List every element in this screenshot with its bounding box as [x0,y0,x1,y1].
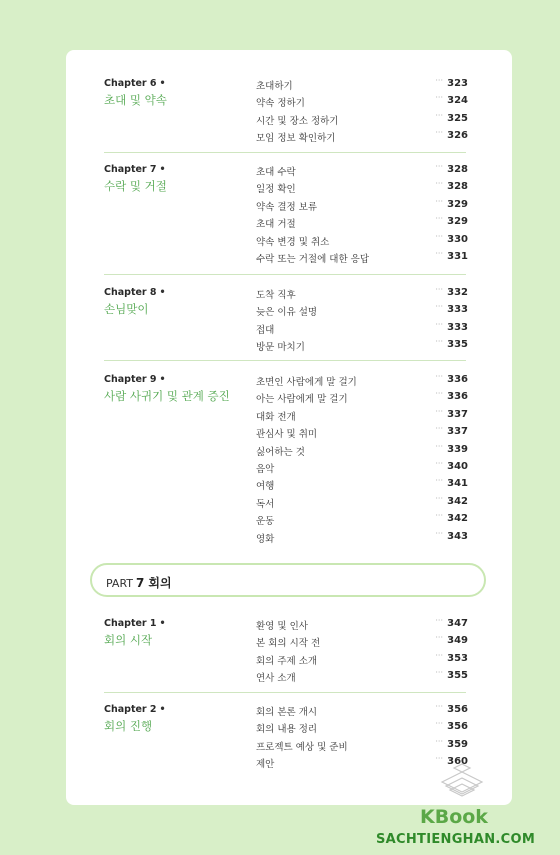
toc-entry[interactable] [256,670,468,687]
entry-title: 환영 및 인사 [256,621,308,632]
dot-leader: ··· [435,616,443,625]
watermark-site: SACHTIENGHAN.COM [376,832,536,847]
dot-leader: ··· [435,736,443,746]
entry-title: 회의 내용 정리 [256,724,318,736]
entry-title: 모임 정보 확인하기 [256,133,336,145]
entry-title: 음악 [256,463,275,475]
entry-title: 대화 전개 [256,411,296,423]
page-number: 326 [447,130,468,142]
entry-list [256,164,468,268]
dot-leader: ··· [435,319,443,329]
page-number: 341 [447,478,468,490]
page-number: 355 [447,670,468,682]
dot-leader: ··· [435,754,443,764]
dot-leader: ··· [435,231,443,241]
bullet-icon: • [159,78,166,89]
dot-leader: ··· [435,372,443,381]
chapter-title: 수락 및 거절 [104,179,167,193]
entry-title: 영화 [256,533,275,545]
entry-title: 일정 확인 [256,184,296,196]
part-number: 7 [136,576,145,590]
dot-leader: ··· [435,248,443,258]
section-divider [104,274,466,275]
page-number: 349 [447,635,468,647]
toc-entry[interactable] [256,339,468,356]
chapter-number: Chapter 9 [104,374,157,385]
dot-leader: ··· [435,633,443,643]
chapter-title: 회의 시작 [104,633,153,647]
page-number: 340 [447,460,468,472]
dot-leader: ··· [435,128,443,138]
section-divider [104,360,466,361]
page-number: 330 [447,233,468,245]
page-number: 333 [447,321,468,333]
entry-list [256,374,468,548]
entry-title: 제안 [256,759,275,771]
part-heading [90,563,486,597]
page-number: 333 [447,304,468,316]
page-number: 347 [447,618,468,629]
entry-title: 관심사 및 취미 [256,429,318,441]
dot-leader: ··· [435,511,443,521]
page-number: 342 [447,495,468,507]
entry-list [256,618,468,688]
chapter-number: Chapter 7 [104,164,157,175]
page-number: 329 [447,216,468,228]
toc-entry[interactable] [256,130,468,147]
entry-title: 초대하기 [256,81,293,92]
bullet-icon: • [159,374,166,385]
dot-leader: ··· [435,76,443,85]
entry-title: 회의 본론 개시 [256,707,318,718]
entry-title: 도착 직후 [256,290,296,301]
chapter-label [104,164,166,175]
page-number: 343 [447,530,468,542]
dot-leader: ··· [435,196,443,206]
page-number: 336 [447,374,468,385]
dot-leader: ··· [435,528,443,538]
dot-leader: ··· [435,441,443,451]
entry-title: 접대 [256,324,275,336]
page-number: 337 [447,408,468,420]
book-stack-icon [432,758,502,808]
entry-title: 아는 사람에게 말 걸기 [256,394,348,406]
entry-title: 시간 및 장소 정하기 [256,115,339,127]
page-number: 356 [447,721,468,733]
entry-title: 초대 거절 [256,219,296,231]
chapter-number: Chapter 2 [104,704,157,715]
chapter-label [104,704,166,715]
dot-leader: ··· [435,650,443,660]
dot-leader: ··· [435,389,443,399]
dot-leader: ··· [435,162,443,171]
entry-title: 늦은 이유 설명 [256,307,318,319]
bullet-icon: • [159,704,166,715]
entry-title: 약속 변경 및 취소 [256,236,330,248]
chapter-title: 초대 및 약속 [104,93,167,107]
dot-leader: ··· [435,719,443,729]
chapter-label [104,618,166,629]
page-number: 329 [447,198,468,210]
page-number: 360 [447,756,468,768]
page-number: 325 [447,112,468,124]
bullet-icon: • [159,618,166,629]
entry-title: 싫어하는 것 [256,446,305,458]
dot-leader: ··· [435,458,443,468]
kbook-logo [376,758,560,850]
page-number: 359 [447,738,468,750]
chapter-number: Chapter 6 [104,78,157,89]
entry-title: 방문 마치기 [256,342,305,354]
entry-title: 약속 정하기 [256,98,305,110]
dot-leader: ··· [435,702,443,711]
entry-title: 본 회의 시작 전 [256,638,321,650]
dot-leader: ··· [435,493,443,503]
dot-leader: ··· [435,337,443,347]
entry-title: 약속 결정 보류 [256,201,318,213]
dot-leader: ··· [435,476,443,486]
page-number: 331 [447,250,468,262]
section-divider [104,692,466,693]
page-number: 324 [447,95,468,107]
toc-entry[interactable] [256,248,468,268]
entry-title: 프로젝트 예상 및 준비 [256,741,348,753]
dot-leader: ··· [435,110,443,120]
chapter-title: 손님맞이 [104,302,149,316]
chapter-label [104,78,166,89]
entry-title: 연사 소개 [256,673,296,685]
page-number: 342 [447,513,468,525]
chapter-title: 사람 사귀기 및 관계 증진 [104,389,230,403]
page-number: 323 [447,78,468,89]
dot-leader: ··· [435,214,443,224]
part-prefix: PART [106,577,134,590]
dot-leader: ··· [435,285,443,294]
bullet-icon: • [159,164,166,175]
page-number: 353 [447,652,468,664]
page-number: 356 [447,704,468,715]
dot-leader: ··· [435,424,443,434]
entry-title: 독서 [256,498,275,510]
chapter-number: Chapter 8 [104,287,157,298]
page-number: 337 [447,426,468,438]
entry-list [256,287,468,357]
chapter-title: 회의 진행 [104,719,153,733]
page-number: 328 [447,181,468,193]
page-number: 335 [447,339,468,351]
page-number: 328 [447,164,468,175]
entry-title: 수락 또는 거절에 대한 응답 [256,253,370,265]
entry-title: 초면인 사람에게 말 걸기 [256,377,357,388]
chapter-label [104,287,166,298]
toc-entry[interactable] [256,528,468,548]
entry-list [256,78,468,148]
dot-leader: ··· [435,179,443,189]
entry-title: 회의 주제 소개 [256,655,318,667]
watermark-brand: KBook [420,806,488,828]
dot-leader: ··· [435,406,443,416]
dot-leader: ··· [435,668,443,678]
dot-leader: ··· [435,302,443,312]
page-number: 339 [447,443,468,455]
chapter-label [104,374,166,385]
entry-title: 초대 수락 [256,167,296,178]
chapter-number: Chapter 1 [104,618,157,629]
page-number: 332 [447,287,468,298]
section-divider [104,152,466,153]
entry-title: 운동 [256,516,275,528]
page-number: 336 [447,391,468,403]
bullet-icon: • [159,287,166,298]
dot-leader: ··· [435,93,443,103]
entry-title: 여행 [256,481,275,493]
part-name: 회의 [148,576,172,590]
